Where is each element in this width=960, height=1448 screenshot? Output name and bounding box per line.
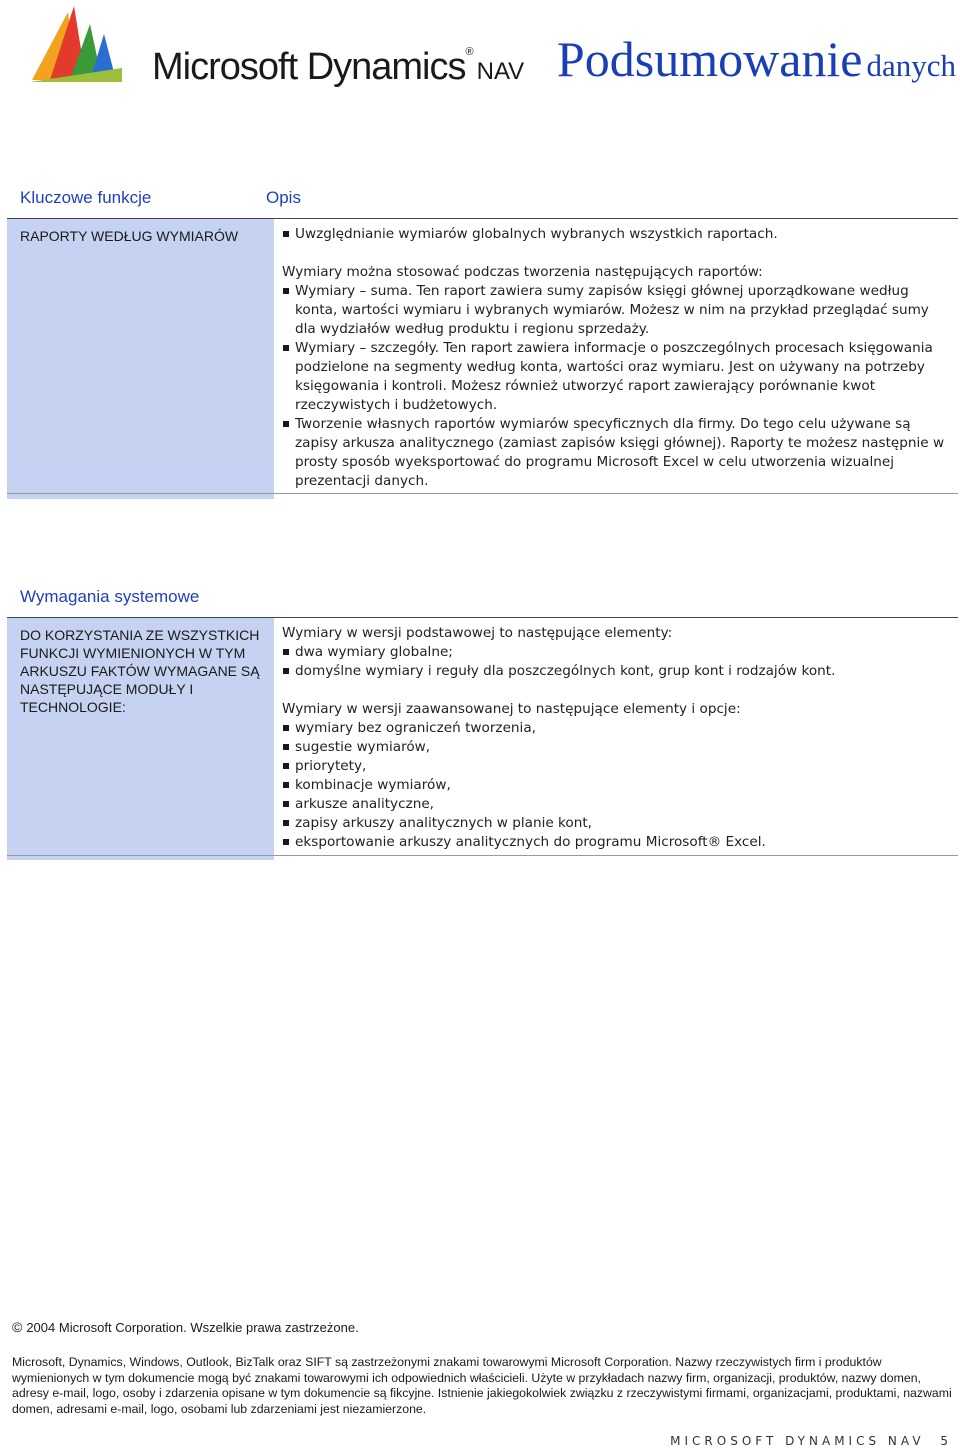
table-row — [7, 219, 958, 499]
list-item: domyślne wymiary i reguły dla poszczególnych kont, grup kont i rodzajów kont. — [282, 662, 950, 681]
document-title — [557, 30, 956, 88]
logo-wordmark: Microsoft Dynamics®NAV — [152, 46, 525, 88]
requirements-table — [7, 618, 958, 860]
features-heading-right: Opis — [266, 188, 301, 207]
list-item: zapisy arkuszy analitycznych w planie kont, — [282, 814, 950, 833]
list-item: sugestie wymiarów, — [282, 738, 950, 757]
list-item: wymiary bez ograniczeń tworzenia, — [282, 719, 950, 738]
list-item: Uwzględnianie wymiarów globalnych wybranych wszystkich raportach. — [282, 225, 950, 244]
copyright-icon: © — [12, 1319, 23, 1335]
copyright-line — [12, 1320, 955, 1336]
copyright-text: 2004 Microsoft Corporation. Wszelkie prawa zastrzeżone. — [26, 1320, 359, 1335]
list-item: arkusze analityczne, — [282, 795, 950, 814]
advanced-intro: Wymiary w wersji zaawansowanej to następujące elementy i opcje: — [282, 701, 741, 717]
bullet-list — [282, 225, 950, 244]
bullet-list — [282, 719, 950, 852]
requirements-description — [274, 618, 958, 860]
page-footer — [670, 1434, 952, 1448]
divider — [7, 855, 958, 856]
bullet-list — [282, 282, 950, 491]
title-part-2: danych — [866, 48, 956, 83]
dynamics-logo-icon — [30, 4, 130, 84]
feature-label: RAPORTY WEDŁUG WYMIARÓW — [7, 219, 274, 499]
requirements-label: DO KORZYSTANIA ZE WSZYSTKICH FUNKCJI WYMIENIONYCH W TYM ARKUSZU FAKTÓW WYMAGANE SĄ NASTĘPUJĄCE MODUŁY I TECHNOLOGIE: — [7, 618, 274, 860]
list-item: priorytety, — [282, 757, 950, 776]
list-item: kombinacje wymiarów, — [282, 776, 950, 795]
legal-notice: Microsoft, Dynamics, Windows, Outlook, BizTalk oraz SIFT są zastrzeżonymi znakami towarowymi Microsoft Corporation. Nazwy rzeczywistych firm i produktów wymienionych w tym dokumencie mogą być znakami towarowymi ich odpowiednich właścicieli. Użyte w przykładach nazwy firm, organizacji, produktów, nazwy domen, adresy e-mail, logo, osoby i zdarzenia opisane w tym dokumencie są fikcyjne. Istnienie jakiegokolwiek związku z rzeczywistymi firmami, organizacjami, produktami, nazwami domen, adresami e-mail, logo, osobami lub zdarzeniami jest niezamierzone. — [12, 1355, 952, 1416]
feature-description — [274, 219, 958, 499]
intro-text: Wymiary można stosować podczas tworzenia następujących raportów: — [282, 264, 763, 280]
divider — [7, 493, 958, 494]
requirements-heading: Wymagania systemowe — [20, 587, 200, 606]
list-item: Wymiary – suma. Ten raport zawiera sumy zapisów księgi głównej uporządkowane według konta, wartości wymiaru i wybranych wymiarów. Możesz w nim na przykład przeglądać sumy dla wydziałów według produktu i regionu sprzedaży. — [282, 282, 950, 339]
list-item: Tworzenie własnych raportów wymiarów specyficznych dla firmy. Do tego celu używane są zapisy arkusza analitycznego (zamiast zapisów księgi głównej). Raporty te możesz następnie w prosty sposób wyeksportować do programu Microsoft Excel w celu utworzenia wizualnej prezentacji danych. — [282, 415, 950, 491]
footer-brand: MICROSOFT DYNAMICS NAV — [670, 1434, 925, 1448]
bullet-list — [282, 643, 950, 681]
microsoft-dynamics-logo — [30, 4, 525, 94]
features-table — [7, 219, 958, 499]
title-part-1: Podsumowanie — [556, 31, 863, 87]
features-heading-left: Kluczowe funkcje — [20, 188, 152, 207]
basic-intro: Wymiary w wersji podstawowej to następujące elementy: — [282, 625, 673, 641]
list-item: dwa wymiary globalne; — [282, 643, 950, 662]
table-row — [7, 618, 958, 860]
list-item: eksportowanie arkuszy analitycznych do programu Microsoft® Excel. — [282, 833, 950, 852]
page-number: 5 — [940, 1434, 952, 1448]
list-item: Wymiary – szczegóły. Ten raport zawiera informacje o poszczególnych procesach księgowania podzielone na segmenty według konta, wartości oraz wymiaru. Jest on używany na potrzeby księgowania i kontroli. Możesz również utworzyć raport zawierający porównanie kwot rzeczywistych i budżetowych. — [282, 339, 950, 415]
